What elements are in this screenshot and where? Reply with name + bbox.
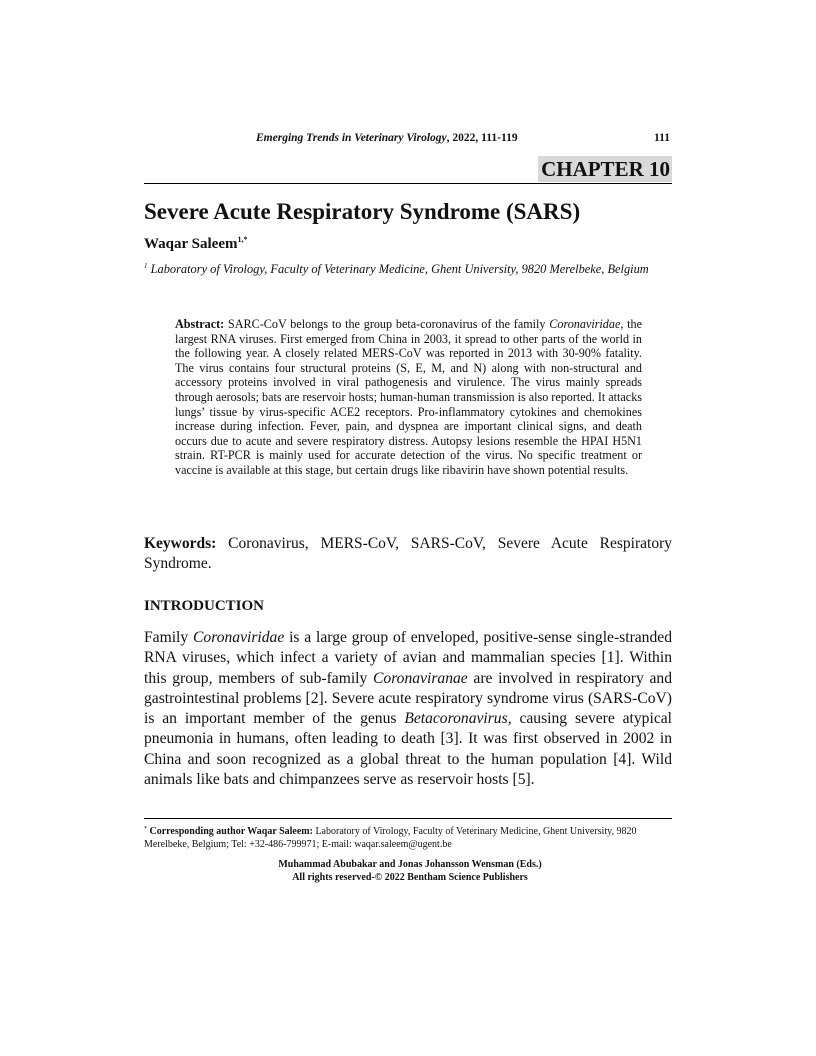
family-name-italic: Coronaviridae [549,317,621,331]
keywords [144,534,672,574]
author-marks: 1,* [237,235,248,244]
journal-title: Emerging Trends in Veterinary Virology, 2022, 111-119 [256,132,518,144]
abstract: Abstract: SARC-CoV belongs to the group beta-coronavirus of the family Coronaviridae, the largest RNA viruses. First emerged from China in 2003, it spread to other parts of the world in the following year. A closely related MERS-CoV was reported in 2013 with 30-90% fatality. The virus contains four structural proteins (S, E, M, and N) along with non-structural and accessory proteins involved in viral pathogenesis and virulence. The virus mainly spreads through aerosols; bats are reservoir hosts; human-human transmission is also reported. It attacks lungs’ tissue by virus-specific ACE2 receptors. Pro-inflammatory cytokines and chemokines increase during infection. Fever, pain, and dyspnea are important clinical signs, and death occurs due to acute and severe respiratory distress. Autopsy lesions resemble the HPAI H5N1 strain. RT-PCR is mainly used for accurate detection of the virus. No specific treatment or vaccine is available at this stage, but certain drugs like ribavirin have shown potential results. [175,317,643,477]
section-heading-introduction: INTRODUCTION [144,598,265,614]
journal-year-pages: , 2022, 111-119 [446,132,518,144]
affiliation [144,258,672,277]
keywords-text: Coronavirus, MERS-CoV, SARS-CoV, Severe Acute Respiratory Syndrome. [144,535,672,572]
footnote-mark: * [144,826,147,832]
page-number: 111 [654,132,670,144]
abstract-label: Abstract: [175,317,225,331]
affiliation-mark: 1 [144,262,148,270]
author-line [144,235,247,253]
introduction-paragraph: Family Coronaviridae is a large group of enveloped, positive-sense single-stranded RNA viruses, which infect a variety of avian and mammalian species [1]. Within this group, members of sub-family Coronaviranae are involved in respiratory and gastrointestinal problems [2]. Severe acute respiratory syndrome virus (SARS-CoV) is an important member of the genus Betacoronavirus, causing severe atypical pneumonia in humans, often leading to death [3]. It was first observed in 2002 in China and soon recognized as a global threat to the human population [4]. Wild animals like bats and chimpanzees serve as reservoir hosts [5]. [144,629,672,789]
chapter-label: CHAPTER 10 [538,156,672,182]
publisher-credit [144,858,676,884]
author-name: Waqar Saleem [144,236,238,252]
editors: Muhammad Abubakar and Jonas Johansson Wensman (Eds.) [278,859,542,870]
header-divider [144,183,672,184]
keywords-label: Keywords: [144,535,217,552]
chapter-title: Severe Acute Respiratory Syndrome (SARS) [144,199,581,224]
footnote-label: Corresponding author Waqar Saleem: [149,826,313,837]
affiliation-text: Laboratory of Virology, Faculty of Veterinary Medicine, Ghent University, 9820 Merelbeke, Belgium [150,262,649,276]
rights-statement: All rights reserved-© 2022 Bentham Science Publishers [292,872,528,883]
footnote [144,823,674,851]
footnote-divider [144,818,672,819]
footnote-text: Laboratory of Virology, Faculty of Veterinary Medicine, Ghent University, 9820 Merelbeke, Belgium; Tel: +32-486-799971; E-mail: waqar.saleem@ugent.be [144,826,637,850]
